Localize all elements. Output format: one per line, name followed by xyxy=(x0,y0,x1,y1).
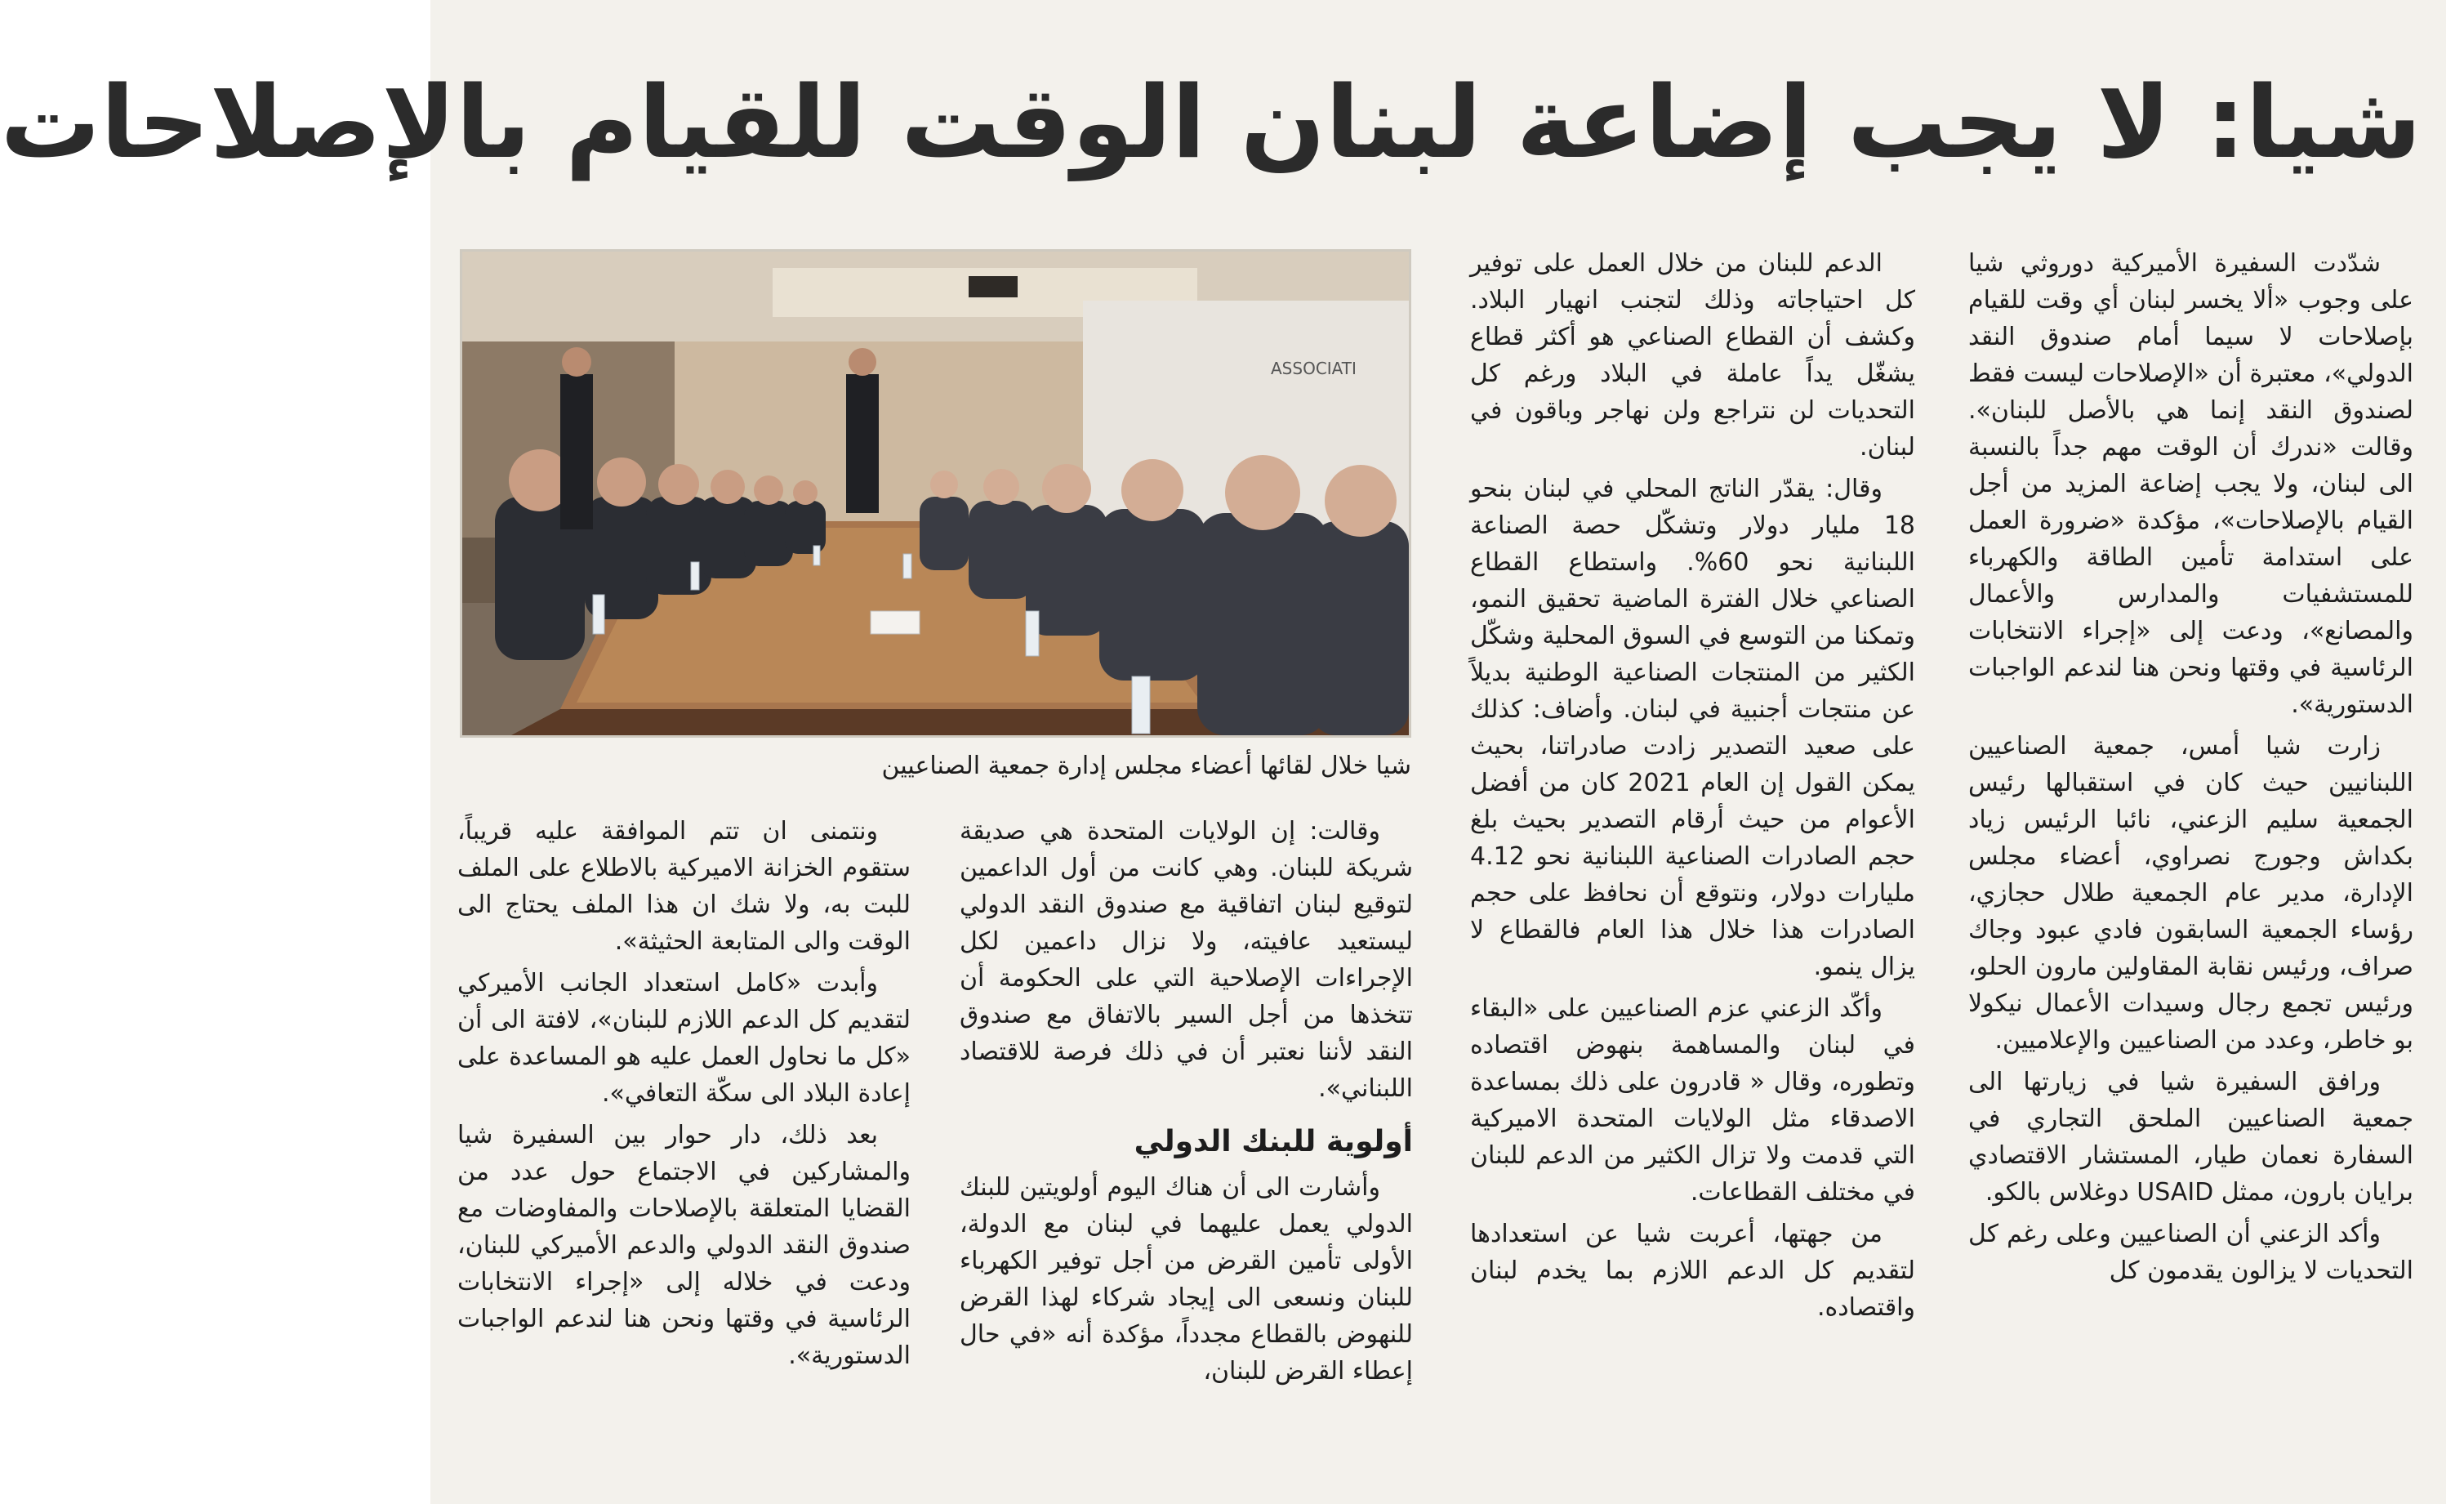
paragraph: وأكد الزعني أن الصناعيين وعلى رغم كل التحديات لا يزالون يقدمون كل xyxy=(1968,1220,2413,1285)
section-subheading: أولوية للبنك الدولي xyxy=(1134,1125,1413,1158)
meeting-photo xyxy=(460,249,1411,738)
paragraph: ورافق السفيرة شيا في زيارتها الى جمعية الصناعيين الملحق التجاري في السفارة نعمان طيار، المستشار الاقتصادي برايان بارون، ممثل USAID دوغلاس بالكو. xyxy=(1968,1068,2413,1207)
article-column-1 xyxy=(1968,245,2413,1487)
photo-caption: شيا خلال لقائها أعضاء مجلس إدارة جمعية الصناعيين xyxy=(881,752,1411,780)
paragraph: وقالت: إن الولايات المتحدة هي صديقة شريكة للبنان. وهي كانت من أول الداعمين لتوقيع لبنان اتفاقية مع صندوق النقد الدولي ليستعيد عافيته، ولا نزال داعمين لكل الإجراءات الإصلاحية التي على الحكومة أن تتخذها من أجل السير بالاتفاق مع صندوق النقد لأننا نعتبر أن في ذلك فرصة للاقتصاد اللبناني». xyxy=(960,817,1413,1103)
headline: شيا: لا يجب إضاعة لبنان الوقت للقيام بالإصلاحات xyxy=(0,65,2422,181)
paragraph: بعد ذلك، دار حوار بين السفيرة شيا والمشاركين في الاجتماع حول عدد من القضايا المتعلقة بالإصلاحات والمفاوضات مع صندوق النقد الدولي والدعم الأميركي للبنان، ودعت في خلاله إلى «إجراء الانتخابات الرئاسية في وقتها ونحن هنا لندعم الواجبات الدستورية». xyxy=(457,1121,911,1370)
paragraph: زارت شيا أمس، جمعية الصناعيين اللبنانيين حيث كان في استقبالها رئيس الجمعية سليم الزعني، نائبا الرئيس زياد بكداش وجورج نصراوي، أعضاء مجلس الإدارة، مدير عام الجمعية طلال حجازي، رؤساء الجمعية السابقون فادي عبود وجاك صراف، ورئيس نقابة المقاولين مارون الحلو، ورئيس تجمع رجال وسيدات الأعمال نيكولا بو خاطر، وعدد من الصناعيين والإعلاميين. xyxy=(1968,732,2413,1055)
paragraph: وأبدت «كامل استعداد الجانب الأميركي لتقديم كل الدعم اللازم للبنان»، لافتة الى أن «كل ما نحاول العمل عليه هو المساعدة على إعادة البلاد الى سكّة التعافي». xyxy=(457,969,911,1108)
wall-sign-text: ASSOCIATI xyxy=(1271,359,1357,378)
article-column-2 xyxy=(1470,245,1915,1487)
paragraph: وقال: يقدّر الناتج المحلي في لبنان بنحو 18 مليار دولار وتشكّل حصة الصناعة اللبنانية نحو 60%. واستطاع القطاع الصناعي خلال الفترة الماضية تحقيق النمو، وتمكنا من التوسع في السوق المحلية وشكّل الكثير من المنتجات الصناعية الوطنية بديلاً عن منتجات أجنبية في لبنان. وأضاف: كذلك على صعيد التصدير زادت صادراتنا، بحيث يمكن القول إن العام 2021 كان من أفضل الأعوام من حيث أرقام التصدير بحيث بلغ حجم الصادرات الصناعية اللبنانية نحو 4.12 مليارات دولار، ونتوقع أن نحافظ على حجم الصادرات هذا خلال هذا العام فالقطاع لا يزال ينمو. xyxy=(1470,475,1916,981)
paragraph: من جهتها، أعربت شيا عن استعدادها لتقديم كل الدعم اللازم بما يخدم لبنان واقتصاده. xyxy=(1470,1220,1915,1322)
paragraph: الدعم للبنان من خلال العمل على توفير كل احتياجاته وذلك لتجنب انهيار البلاد. وكشف أن القطاع الصناعي هو أكثر قطاع يشغّل يداً عاملة في البلاد ورغم كل التحديات لن نتراجع ولن نهاجر وباقون في لبنان. xyxy=(1470,249,1915,462)
paragraph: وأكّد الزعني عزم الصناعيين على «البقاء في لبنان والمساهمة بنهوض اقتصاده وتطوره، وقال « قادرون على ذلك بمساعدة الاصدقاء مثل الولايات المتحدة الاميركية التي قدمت ولا تزال الكثير من الدعم للبنان في مختلف القطاعات. xyxy=(1470,994,1915,1207)
paragraph: ونتمنى ان تتم الموافقة عليه قريباً، ستقوم الخزانة الاميركية بالاطلاع على الملف للبت به، ولا شك ان هذا الملف يحتاج الى الوقت والى المتابعة الحثيثة». xyxy=(457,817,911,956)
article-column-4 xyxy=(457,813,911,1487)
paragraph: وأشارت الى أن هناك اليوم أولويتين للبنك الدولي يعمل عليهما في لبنان مع الدولة، الأولى تأمين القرض من أجل توفير الكهرباء للبنان ونسعى الى إيجاد شركاء لهذا القرض للنهوض بالقطاع مجدداً، مؤكدة أنه «في حال إعطاء القرض للبنان، xyxy=(960,1173,1413,1386)
article-column-3 xyxy=(960,813,1413,1487)
paragraph: شدّدت السفيرة الأميركية دوروثي شيا على وجوب «ألا يخسر لبنان أي وقت للقيام بإصلاحات لا سيما أمام صندوق النقد الدولي»، معتبرة أن «الإصلاحات ليست فقط لصندوق النقد إنما هي بالأصل للبنان». وقالت «ندرك أن الوقت مهم جداً بالنسبة الى لبنان، ولا يجب إضاعة المزيد من أجل القيام بالإصلاحات»، مؤكدة «ضرورة العمل على استدامة تأمين الطاقة والكهرباء للمستشفيات والمدارس والأعمال والمصانع»، ودعت إلى «إجراء الانتخابات الرئاسية في وقتها ونحن هنا لندعم الواجبات الدستورية». xyxy=(1968,249,2413,719)
